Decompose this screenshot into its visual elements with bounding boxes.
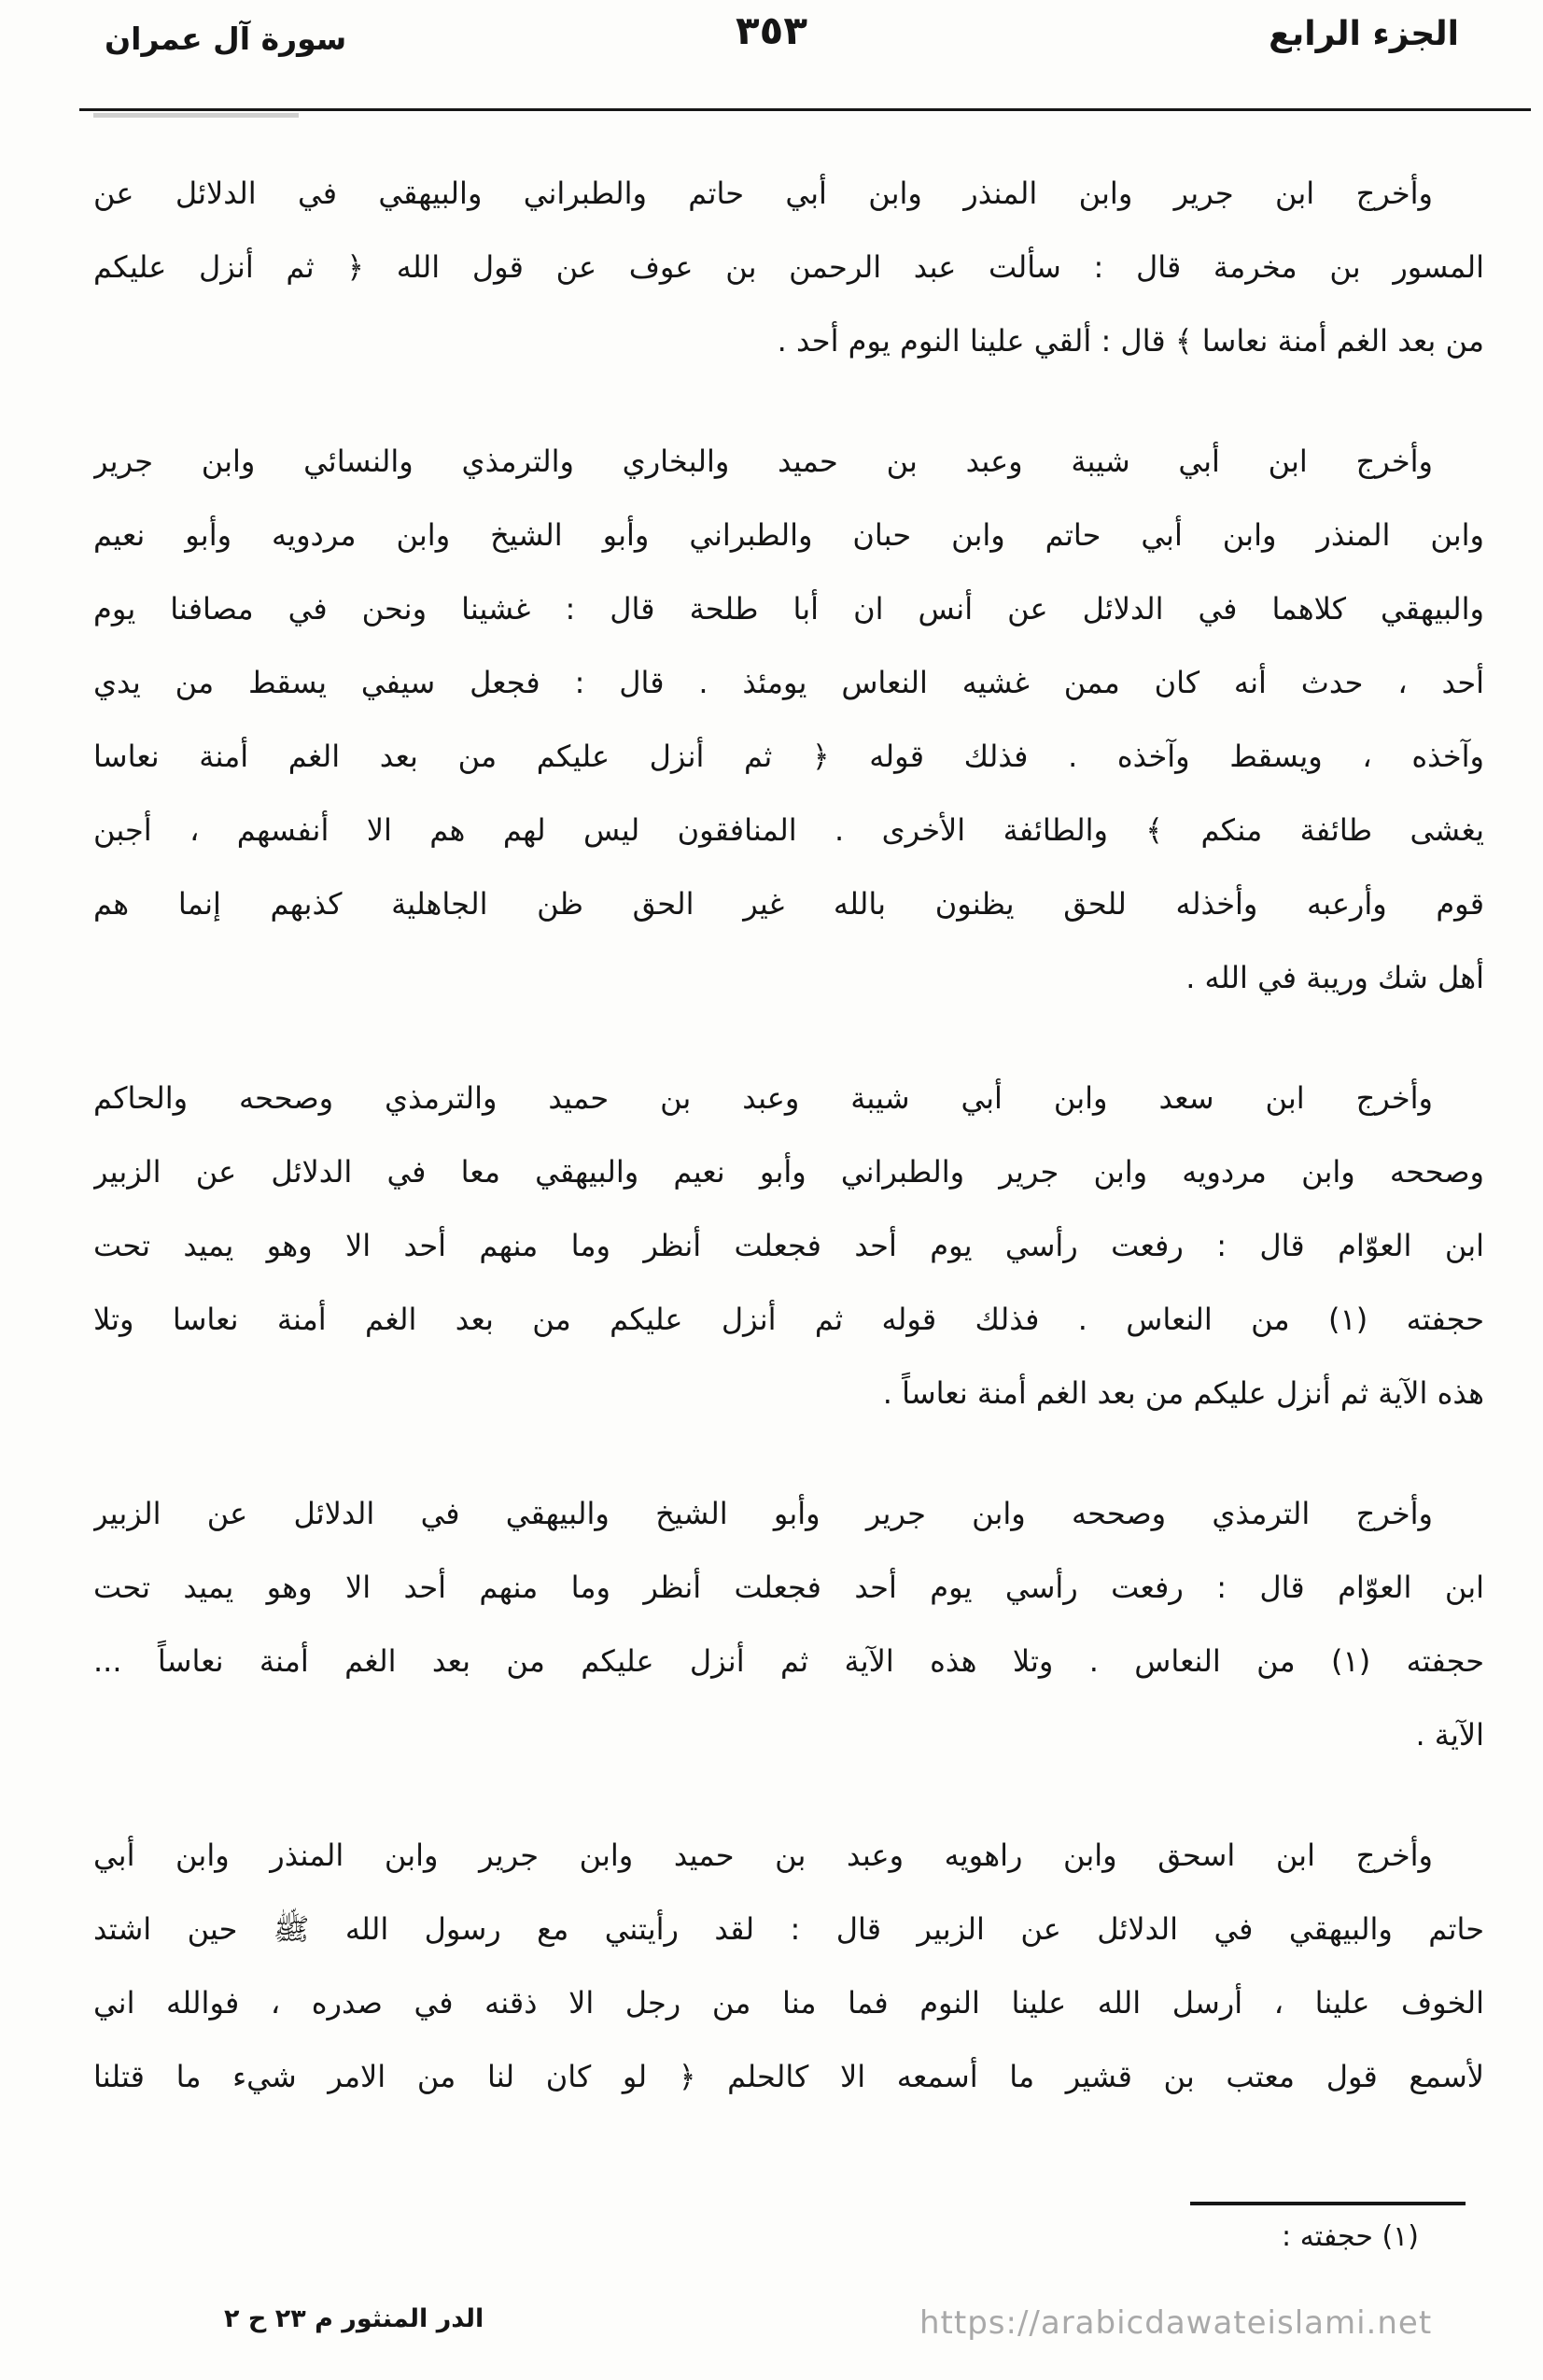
text-line: والبيهقي كلاهما في الدلائل عن أنس ان أبا طلحة قال : غشينا ونحن في مصافنا يوم	[93, 591, 1484, 627]
text-line: أحد ، حدث أنه كان ممن غشيه النعاس يومئذ . قال : فجعل سيفي يسقط من يدي	[93, 665, 1484, 700]
text-line: حاتم والبيهقي في الدلائل عن الزبير قال : لقد رأيتني مع رسول الله ﷺ حين اشتد	[93, 1911, 1484, 1947]
text-line: حجفته (١) من النعاس . وتلا هذه الآية ثم أنزل عليكم من بعد الغم أمنة نعاساً ...	[93, 1643, 1484, 1679]
text-line: المسور بن مخرمة قال : سألت عبد الرحمن بن عوف عن قول الله ﴿ ثم أنزل عليكم	[93, 249, 1484, 285]
text-line: هذه الآية ثم أنزل عليكم من بعد الغم أمنة نعاساً .	[882, 1375, 1484, 1411]
header-surah-title: سورة آل عمران	[105, 21, 347, 57]
text-line: أهل شك وريبة في الله .	[1185, 960, 1484, 995]
header-juz-title: الجزء الرابع	[1269, 15, 1459, 53]
text-line: يغشى طائفة منكم ﴾ والطائفة الأخرى . المنافقون ليس لهم هم الا أنفسهم ، أجبن	[93, 812, 1484, 848]
text-line: الآية .	[1415, 1717, 1484, 1753]
footnote-rule	[1190, 2202, 1466, 2205]
header-page-number: ٣٥٣	[736, 7, 807, 53]
text-line: من بعد الغم أمنة نعاسا ﴾ قال : ألقي علينا النوم يوم أحد .	[777, 323, 1484, 359]
body-text	[93, 157, 1484, 2161]
paragraph-5	[93, 1819, 1484, 2114]
footnote-text: (١) حجفته :	[1282, 2220, 1419, 2253]
watermark-url: https://arabicdawateislami.net	[919, 2304, 1433, 2342]
text-line: وأخرج ابن اسحق وابن راهويه وعبد بن حميد وابن جرير وابن المنذر وابن أبي	[93, 1838, 1433, 1873]
paragraph-1	[93, 157, 1484, 378]
text-line: ابن العوّام قال : رفعت رأسي يوم أحد فجعلت أنظر وما منهم أحد الا وهو يميد تحت	[93, 1570, 1484, 1605]
text-line: وابن المنذر وابن أبي حاتم وابن حبان والطبراني وأبو الشيخ وابن مردويه وأبو نعيم	[93, 517, 1484, 553]
text-line: وصححه وابن مردويه وابن جرير والطبراني وأبو نعيم والبيهقي معا في الدلائل عن الزبير	[93, 1154, 1484, 1190]
text-line: وأخرج ابن سعد وابن أبي شيبة وعبد بن حميد والترمذي وصححه والحاكم	[93, 1080, 1433, 1116]
text-line: وآخذه ، ويسقط وآخذه . فذلك قوله ﴿ ثم أنزل عليكم من بعد الغم أمنة نعاسا	[93, 739, 1484, 774]
header-rule	[79, 108, 1531, 111]
text-line: وأخرج ابن أبي شيبة وعبد بن حميد والبخاري والترمذي والنسائي وابن جرير	[93, 444, 1433, 479]
text-line: ابن العوّام قال : رفعت رأسي يوم أحد فجعلت أنظر وما منهم أحد الا وهو يميد تحت	[93, 1228, 1484, 1263]
text-line: وأخرج ابن جرير وابن المنذر وابن أبي حاتم والطبراني والبيهقي في الدلائل عن	[93, 176, 1433, 211]
text-line: لأسمع قول معتب بن قشير ما أسمعه الا كالحلم ﴿ لو كان لنا من الامر شيء ما قتلنا	[93, 2059, 1484, 2094]
text-line: قوم وأرعبه وأخذله للحق يظنون بالله غير الحق ظن الجاهلية كذبهم إنما هم	[93, 886, 1484, 922]
text-line: وأخرج الترمذي وصححه وابن جرير وأبو الشيخ والبيهقي في الدلائل عن الزبير	[93, 1496, 1433, 1531]
footer-book-reference: الدر المنثور م ٢٣ ح ٢	[224, 2304, 484, 2333]
text-line: الخوف علينا ، أرسل الله علينا النوم فما منا من رجل الا ذقنه في صدره ، فوالله اني	[93, 1985, 1484, 2021]
paragraph-4	[93, 1477, 1484, 1772]
paragraph-2	[93, 425, 1484, 1015]
text-line: حجفته (١) من النعاس . فذلك قوله ثم أنزل عليكم من بعد الغم أمنة نعاسا وتلا	[93, 1302, 1484, 1337]
paragraph-3	[93, 1062, 1484, 1430]
